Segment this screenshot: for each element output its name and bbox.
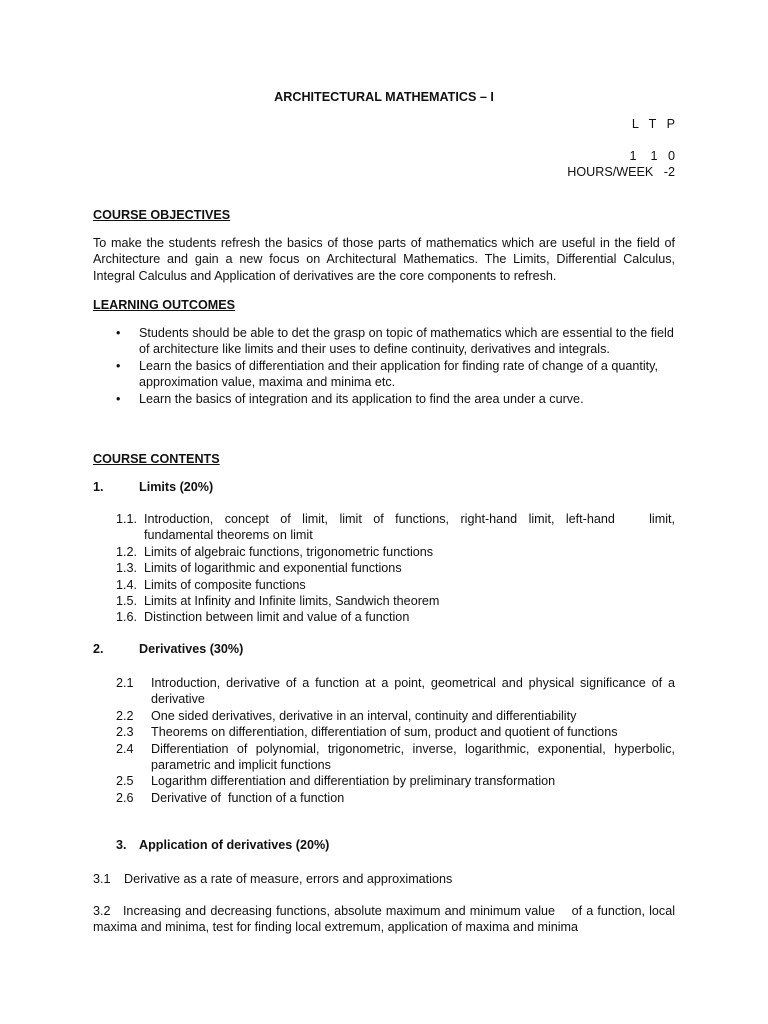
section-title: Application of derivatives (20%) [139,838,330,852]
item-text-cont: maxima and minima, test for finding local extremum, application of maxima and minima [93,920,579,935]
item-number: 2.6 [116,790,134,805]
item-number: 2.3 [116,725,134,740]
list-item [116,609,675,625]
list-item [116,741,675,774]
section-number: 2. [93,642,104,656]
list-item [116,675,675,708]
ltp-header: L T P [631,117,675,131]
section-1-heading [93,479,213,495]
item-text: Limits of composite functions [144,577,306,592]
item-text-cont: derivative [151,692,205,707]
item-text: Introduction, derivative of a function at a point, geometrical and physical significance of a [151,676,675,690]
item-text: Derivative of function of a function [151,790,345,805]
item-text-line: Increasing and decreasing functions, absolute maximum and minimum value of a function, local [122,904,676,918]
list-item: • Students should be able to det the grasp on topic of mathematics which are essential to the field of architecture like limits and their uses to define continuity, derivatives and integrals. [93,325,675,358]
list-item [116,708,675,724]
objectives-heading: COURSE OBJECTIVES [93,208,231,222]
item-text: Limits at Infinity and Infinite limits, Sandwich theorem [144,594,440,609]
list-item [116,511,675,544]
objectives-text: To make the students refresh the basics of those parts of mathematics which are useful in the field of Architecture and gain a new focus on Architectural Mathematics. The Limits, Differential Calculus, Integral Calculus and Application of derivatives are the core components to refresh. [93,236,675,283]
item-text: Distinction between limit and value of a function [144,610,410,625]
list-item [116,773,675,789]
list-item: • Learn the basics of integration and its application to find the area under a curve. [93,391,675,407]
item-number: 1.3. [116,561,138,576]
item-text-cont: fundamental theorems on limit [144,528,313,543]
section-number: 1. [93,480,104,494]
contents-heading: COURSE CONTENTS [93,452,220,466]
section-1-list [116,511,675,626]
outcomes-heading: LEARNING OUTCOMES [93,298,236,312]
item-number: 1.4. [116,577,138,592]
item-text-cont: parametric and implicit functions [151,758,331,773]
section-2-list [116,675,675,806]
item-number: 3.1 [93,872,111,886]
item-number: 1.1. [116,512,138,526]
item-number: 2.4 [116,741,134,756]
item-number: 2.2 [116,708,134,723]
list-item [116,544,675,560]
list-item [116,560,675,576]
item-text: Derivative as a rate of measure, errors and approximations [124,872,453,886]
item-text: Differentiation of polynomial, trigonometric, inverse, logarithmic, exponential, hyperbolic, [151,741,675,756]
page-body [93,0,675,1024]
item-text: Introduction, concept of limit, limit of functions, right-hand limit, left-hand limit, [144,512,675,526]
item-text: One sided derivatives, derivative in an interval, continuity and differentiability [151,708,577,723]
item-text: Theorems on differentiation, differentiation of sum, product and quotient of functions [151,725,618,740]
section-3-heading [116,837,329,853]
list-item [93,871,675,887]
list-item [116,577,675,593]
item-number: 2.5 [116,774,134,789]
section-title: Derivatives (30%) [139,642,244,656]
item-number: 2.1 [116,676,134,690]
list-item: • Learn the basics of differentiation and their application for finding rate of change of a quantity, approximation value, maxima and minima etc. [93,358,675,391]
item-number: 1.2. [116,544,138,559]
list-item [93,903,675,936]
item-text: Limits of algebraic functions, trigonometric functions [144,544,434,559]
item-text [93,903,675,919]
list-item [116,724,675,740]
item-text: Limits of logarithmic and exponential functions [144,561,402,576]
hours-per-week: HOURS/WEEK -2 [567,165,675,179]
item-number: 1.6. [116,610,138,625]
item-number: 3.2 [93,904,111,918]
section-number: 3. [116,838,127,852]
list-item [116,790,675,806]
document-title: ARCHITECTURAL MATHEMATICS – I [274,90,494,104]
ltp-values: 1 1 0 [629,149,675,163]
list-item [116,593,675,609]
section-2-heading [93,641,243,657]
outcomes-list [93,325,675,407]
item-number: 1.5. [116,594,138,609]
section-title: Limits (20%) [139,480,214,494]
item-text: Logarithm differentiation and differentiation by preliminary transformation [151,774,556,789]
